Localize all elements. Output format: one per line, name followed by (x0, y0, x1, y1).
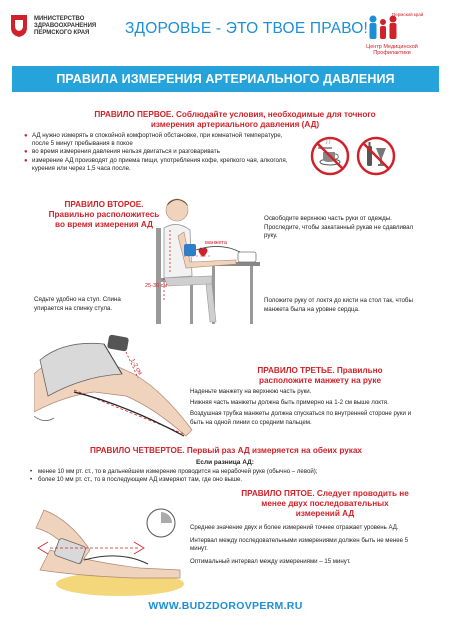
rule3-step-3: Воздушная трубка манжеты должна спускаться по внутренней стороне руки и быть на одной линии со средним пальцем. (190, 410, 412, 426)
website-link[interactable]: WWW.BUDZDOROVPERM.RU (148, 600, 303, 612)
center-region: Пермский край (392, 12, 424, 17)
no-alcohol-icon (356, 136, 396, 176)
crest-icon (10, 14, 28, 38)
list-item: ● во время измерения давления нельзя двигаться и разговаривать (24, 148, 294, 156)
rule3-instructions (190, 388, 425, 430)
rule1-title: ПРАВИЛО ПЕРВОЕ. Соблюдайте условия, необходимые для точного измерения артериального давления (АД) (94, 110, 376, 129)
rule4-title: ПРАВИЛО ЧЕТВЕРТОЕ. Первый раз АД измеряется на обеих руках (90, 446, 362, 455)
prevention-center-logo (352, 10, 442, 58)
list-item: ● АД нужно измерять в спокойной комфортной обстановке, при комнатной температуре, после 5 минут пребывания в покое (24, 132, 294, 148)
list-item: ● измерение АД производят до приема пищи, употребления кофе, крепкого чая, алкоголя, курения или через 1,5 часа после. (24, 157, 294, 173)
arm-instruction: Положите руку от локтя до кисти на стол так, чтобы манжета была на уровне сердца. (264, 297, 413, 313)
cuff-label: манжета (205, 240, 227, 246)
rule5-line-1: Среднее значение двух и более измерений точнее отражает уровень АД. (190, 524, 399, 531)
rule5-instructions (190, 524, 425, 570)
slogan: ЗДОРОВЬЕ - ЭТО ТВОЕ ПРАВО! (125, 20, 369, 37)
distance-label: 25-30 см (145, 283, 168, 289)
rule5-line-3: Оптимальный интервал между измерениями – 15 минут. (190, 557, 351, 565)
ministry-name: МИНИСТЕРСТВО ЗДРАВООХРАНЕНИЯ ПЕРМСКОГО КРАЯ (34, 16, 97, 37)
rule1-list (24, 132, 294, 173)
family-logo-icon (366, 14, 400, 42)
difference-heading: Если разница АД: (196, 459, 254, 466)
rule3-step-1: Наденьте манжету на верхнюю часть руки. (190, 388, 312, 395)
rule3-title: ПРАВИЛО ТРЕТЬЕ. Правильно расположите манжету на руке (257, 366, 383, 385)
list-item: • менее 10 мм рт. ст., то в дальнейшем измерение проводится на нерабочей руке (обычно – левой); (30, 468, 430, 476)
ministry-logo (10, 14, 130, 44)
list-item: • более 10 мм рт. ст., то в последующем АД измеряют там, где оно выше. (30, 476, 430, 484)
rule2-title: ПРАВИЛО ВТОРОЕ. Правильно расположитесь во время измерения АД (48, 200, 160, 229)
sit-instruction: Сядьте удобно на стул. Спина упирается на спинку стула. (34, 296, 121, 312)
rule4-list (30, 468, 430, 485)
rule3-step-2: Нижняя часть манжеты должна быть примерно на 1-2 см выше локтя. (190, 399, 389, 407)
arm-on-pillow-illustration (30, 490, 188, 598)
no-coffee-smoking-icon (310, 136, 350, 176)
rule5-line-2: Интервал между последовательными измерениями должен быть не менее 5 минут. (190, 536, 409, 553)
arm-with-cuff-illustration (34, 334, 194, 442)
page-title-banner: ПРАВИЛА ИЗМЕРЕНИЯ АРТЕРИАЛЬНОГО ДАВЛЕНИЯ (12, 66, 439, 92)
cuff-offset-label: 1-2 см (128, 358, 143, 377)
sleeve-instruction: Освободите верхнюю часть руки от одежды. Проследите, чтобы закатанный рукав не сдавливал руку. (264, 215, 414, 240)
seated-person-illustration (150, 192, 260, 324)
rule5-title: ПРАВИЛО ПЯТОЕ. Следует проводить не менее двух последовательных измерений АД (241, 489, 409, 518)
center-name: Центр Медицинской Профилактики (366, 44, 418, 56)
